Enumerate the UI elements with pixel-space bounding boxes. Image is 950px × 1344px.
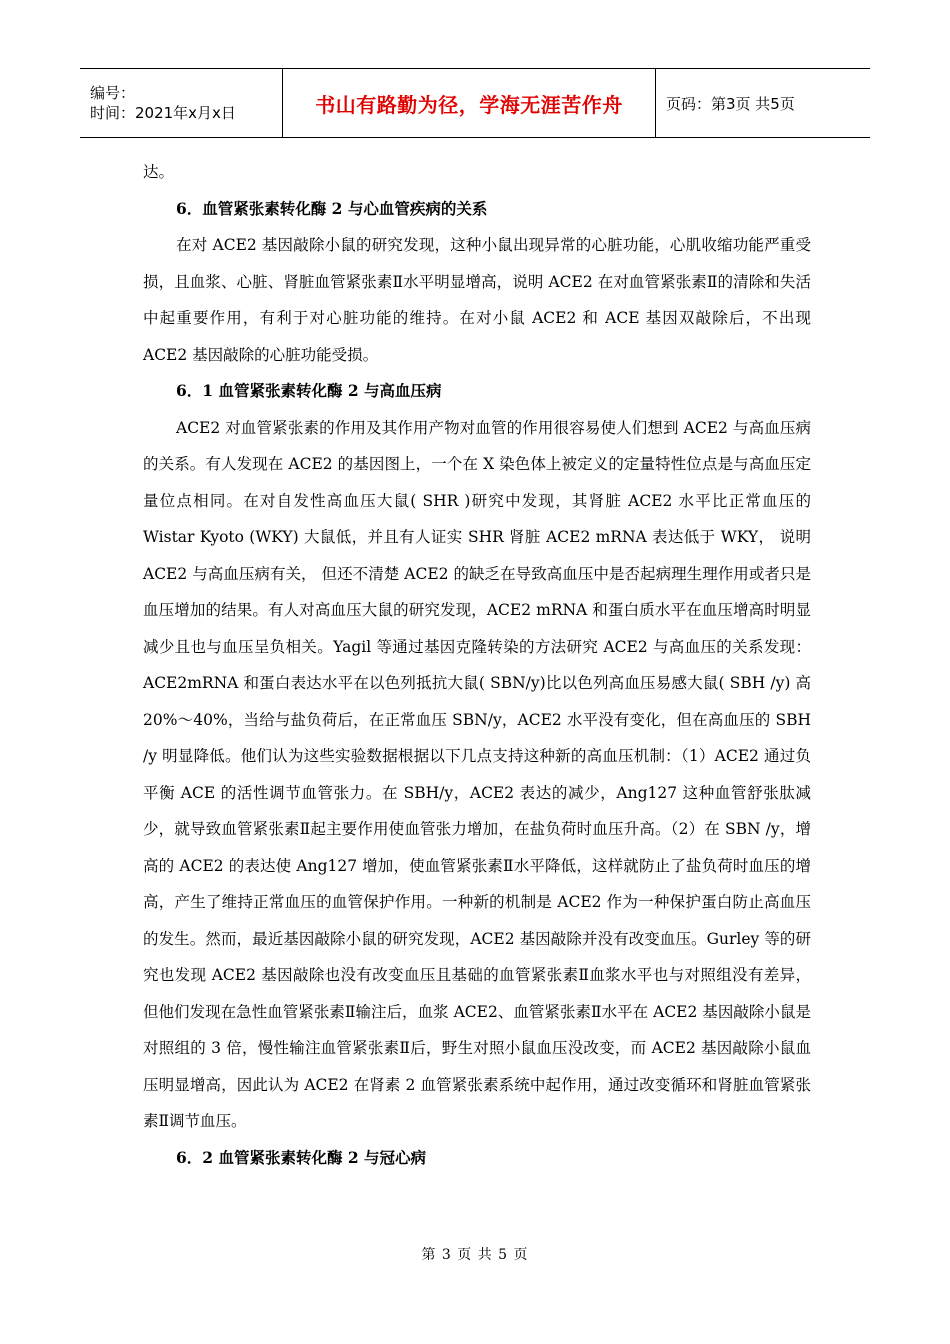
header-motto-cell	[282, 69, 656, 137]
section-heading-6-2: 6．2 血管紧张素转化酶 2 与冠心病	[176, 1147, 427, 1167]
page-header	[80, 68, 870, 138]
paragraph-continuation: 达。	[143, 163, 175, 181]
document-body	[143, 154, 811, 1176]
header-page-info-cell	[656, 69, 870, 137]
page-footer: 第 3 页 共 5 页	[421, 1247, 529, 1263]
paragraph-hypertension: ACE2 对血管紧张素的作用及其作用产物对血管的作用很容易使人们想到 ACE2 与高血压病的关系。有人发现在 ACE2 的基因图上，一个在 X 染色体上被定义的定量特性位点是与高血压定量位点相同。在对自发性高血压大鼠( SHR )研究中发现，其肾脏 ACE2 水平比正常血压的 Wistar Kyoto (WKY) 大鼠低，并且有人证实 SHR 肾脏 ACE2 mRNA 表达低于 WKY， 说明 ACE2 与高血压病有关， 但还不清楚 ACE2 的缺乏在导致高血压中是否起病理生理作用或者只是血压增加的结果。有人对高血压大鼠的研究发现，ACE2 mRNA 和蛋白质水平在血压增高时明显减少且也与血压呈负相关。Yagil 等通过基因克隆转染的方法研究 ACE2 与高血压的关系发现：ACE2mRNA 和蛋白表达水平在以色列抵抗大鼠( SBN/y)比以色列高血压易感大鼠( SBH /y) 高 20%～40%，当给与盐负荷后，在正常血压 SBN/y，ACE2 水平没有变化，但在高血压的 SBH /y 明显降低。他们认为这些实验数据根据以下几点支持这种新的高血压机制：（1）ACE2 通过负平衡 ACE 的活性调节血管张力。在 SBH/y，ACE2 表达的减少，Ang127 这种血管舒张肽减少，就导致血管紧张素Ⅱ起主要作用使血管张力增加，在盐负荷时血压升高。（2）在 SBN /y，增高的 ACE2 的表达使 Ang127 增加，使血管紧张素Ⅱ水平降低，这样就防止了盐负荷时血压的增高，产生了维持正常血压的血管保护作用。一种新的机制是 ACE2 作为一种保护蛋白防止高血压的发生。然而，最近基因敲除小鼠的研究发现，ACE2 基因敲除并没有改变血压。Gurley 等的研究也发现 ACE2 基因敲除也没有改变血压且基础的血管紧张素Ⅱ血浆水平也与对照组没有差异，但他们发现在急性血管紧张素Ⅱ输注后，血浆 ACE2、血管紧张素Ⅱ水平在 ACE2 基因敲除小鼠是对照组的 3 倍，慢性输注血管紧张素Ⅱ后，野生对照小鼠血压没改变，而 ACE2 基因敲除小鼠血压明显增高，因此认为 ACE2 在肾素 2 血管紧张素系统中起作用，通过改变循环和肾脏血管紧张素Ⅱ调节血压。	[143, 418, 811, 1130]
section-heading-6-1: 6．1 血管紧张素转化酶 2 与高血压病	[176, 381, 442, 400]
section-heading-6: 6．血管紧张素转化酶 2 与心血管疾病的关系	[176, 198, 488, 218]
document-date-label: 时间：2021年x月x日	[90, 104, 236, 122]
document-number-label: 编号：	[90, 84, 136, 102]
header-meta	[80, 69, 282, 137]
header-page-info: 页码：第3页 共5页	[666, 94, 795, 113]
paragraph-ace2-knockout: 在对 ACE2 基因敲除小鼠的研究发现，这种小鼠出现异常的心脏功能，心肌收缩功能严重受损，且血浆、心脏、肾脏血管紧张素Ⅱ水平明显增高，说明 ACE2 在对血管紧张素Ⅱ的清除和失活中起重要作用，有利于对心脏功能的维持。在对小鼠 ACE2 和 ACE 基因双敲除后，不出现 ACE2 基因敲除的心脏功能受损。	[143, 236, 811, 364]
header-motto: 书山有路勤为径，学海无涯苦作舟	[315, 92, 623, 117]
